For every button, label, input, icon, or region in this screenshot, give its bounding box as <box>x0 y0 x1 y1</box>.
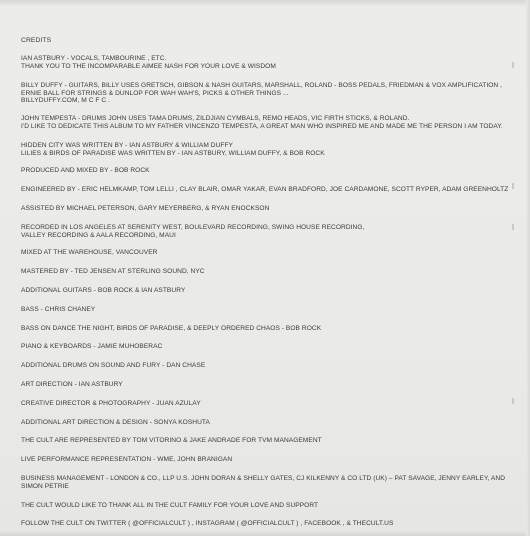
credit-line: ERNIE BALL FOR STRINGS & DUNLOP FOR WAH WAH'S, PICKS & OTHER THINGS ... <box>21 89 289 97</box>
credit-line: BASS ON DANCE THE NIGHT, BIRDS OF PARADISE, & DEEPLY ORDERED CHAOS - BOB ROCK <box>21 324 322 332</box>
credit-entry <box>21 400 515 408</box>
credit-line: BILLYDUFFY.COM, M C F C . <box>21 97 110 105</box>
credit-entry <box>21 55 515 71</box>
credit-entry <box>21 437 515 445</box>
credit-line: VALLEY RECORDING & AALA RECORDING, MAUI <box>21 231 176 239</box>
credit-line: THE CULT ARE REPRESENTED BY TOM VITORINO & JAKE ANDRADE FOR TVM MANAGEMENT <box>21 437 322 445</box>
credit-line: LILIES & BIRDS OF PARADISE WAS WRITTEN BY - IAN ASTBURY, WILLIAM DUFFY, & BOB ROCK <box>21 149 325 157</box>
credit-line: ASSISTED BY MICHAEL PETERSON, GARY MEYERBERG, & RYAN ENOCKSON <box>21 205 270 213</box>
credit-entry <box>21 249 515 257</box>
credits-heading: CREDITS <box>21 37 52 44</box>
credit-entry <box>21 82 515 105</box>
credit-entry <box>21 142 515 158</box>
credit-line: BILLY DUFFY - GUITARS, BILLY USES GRETSCH, GIBSON & NASH GUITARS, MARSHALL, ROLAND - BOSS PEDALS, FRIEDMAN & VOX AMPLIFICATION , <box>21 81 503 89</box>
bottom-edge-shadow <box>0 530 530 536</box>
credit-entry <box>21 167 515 175</box>
credit-entry <box>21 520 515 528</box>
credit-entry <box>21 205 515 213</box>
credit-entry <box>21 343 515 351</box>
credit-line: RECORDED IN LOS ANGELES AT SERENITY WEST, BOULEVARD RECORDING, SWING HOUSE RECORDING, <box>21 223 365 231</box>
top-edge-shadow <box>0 0 530 6</box>
credit-entry <box>21 475 515 491</box>
credit-entry <box>21 362 515 370</box>
credit-entry <box>21 419 515 427</box>
credit-line: BUSINESS MANAGEMENT - LONDON & CO., LLP U.S. JOHN DORAN & SHELLY GATES, CJ KILKENNY & CO LTD (UK) – PAT SAVAGE, JENNY EARLEY, AND <box>21 475 506 483</box>
credit-line: ADDITIONAL ART DIRECTION & DESIGN - SONYA KOSHUTA <box>21 418 210 426</box>
credit-line: PIANO & KEYBOARDS - JAMIE MUHOBERAC <box>21 343 163 351</box>
credit-line: ENGINEERED BY - ERIC HELMKAMP, TOM LELLI , CLAY BLAIR, OMAR YAKAR, EVAN BRADFORD, JOE CARDAMONE, SCOTT RYPER, ADAM GREENHOLTZ <box>21 186 509 194</box>
credit-line: LIVE PERFORMANCE REPRESENTATION - WME, JOHN BRANIGAN <box>21 456 233 464</box>
credit-entry <box>21 381 515 389</box>
credit-line: THE CULT WOULD LIKE TO THANK ALL IN THE CULT FAMILY FOR YOUR LOVE AND SUPPORT <box>21 501 319 509</box>
credit-line: I'D LIKE TO DEDICATE THIS ALBUM TO MY FATHER VINCENZO TEMPESTA, A GREAT MAN WHO INSPIRED ME AND MADE ME THE PERSON I AM TODAY. <box>21 123 503 131</box>
credit-line: JOHN TEMPESTA - DRUMS JOHN USES TAMA DRUMS, ZILDJIAN CYMBALS, REMO HEADS, VIC FIRTH STICKS, & ROLAND. <box>21 115 410 123</box>
credit-entry <box>21 502 515 510</box>
credit-entry <box>21 115 515 131</box>
credits-block <box>21 37 515 528</box>
credits-list <box>21 55 515 528</box>
credit-entry <box>21 325 515 333</box>
credit-entry <box>21 186 515 194</box>
credit-line: ART DIRECTION - IAN ASTBURY <box>21 381 123 389</box>
credit-line: MIXED AT THE WAREHOUSE, VANCOUVER <box>21 249 158 257</box>
credit-line: SIMON PETRIE <box>21 482 69 490</box>
credit-line: HIDDEN CITY WAS WRITTEN BY - IAN ASTBURY & WILLIAM DUFFY <box>21 141 233 149</box>
credit-line: THANK YOU TO THE INCOMPARABLE AIMEE NASH FOR YOUR LOVE & WISDOM <box>21 63 276 71</box>
credit-entry <box>21 287 515 295</box>
credit-line: MASTERED BY - TED JENSEN AT STERLING SOUND, NYC <box>21 268 205 276</box>
credit-line: IAN ASTBURY - VOCALS, TAMBOURINE , ETC. <box>21 55 167 63</box>
credit-line: ADDITIONAL DRUMS ON SOUND AND FURY - DAN CHASE <box>21 362 206 370</box>
credit-line: PRODUCED AND MIXED BY - BOB ROCK <box>21 167 150 175</box>
credit-entry <box>21 268 515 276</box>
credit-line: FOLLOW THE CULT ON TWITTER ( @OFFICIALCULT ) , INSTAGRAM ( @OFFICIALCULT ) , FACEBOOK , & THECULT.US <box>21 520 394 528</box>
right-edge-shadow <box>526 0 530 536</box>
credit-line: BASS - CHRIS CHANEY <box>21 305 96 313</box>
credit-entry <box>21 456 515 464</box>
credit-line: CREATIVE DIRECTOR & PHOTOGRAPHY - JUAN AZULAY <box>21 399 201 407</box>
credit-entry <box>21 306 515 314</box>
credit-line: ADDITIONAL GUITARS - BOB ROCK & IAN ASTBURY <box>21 287 186 295</box>
credit-entry <box>21 224 515 240</box>
